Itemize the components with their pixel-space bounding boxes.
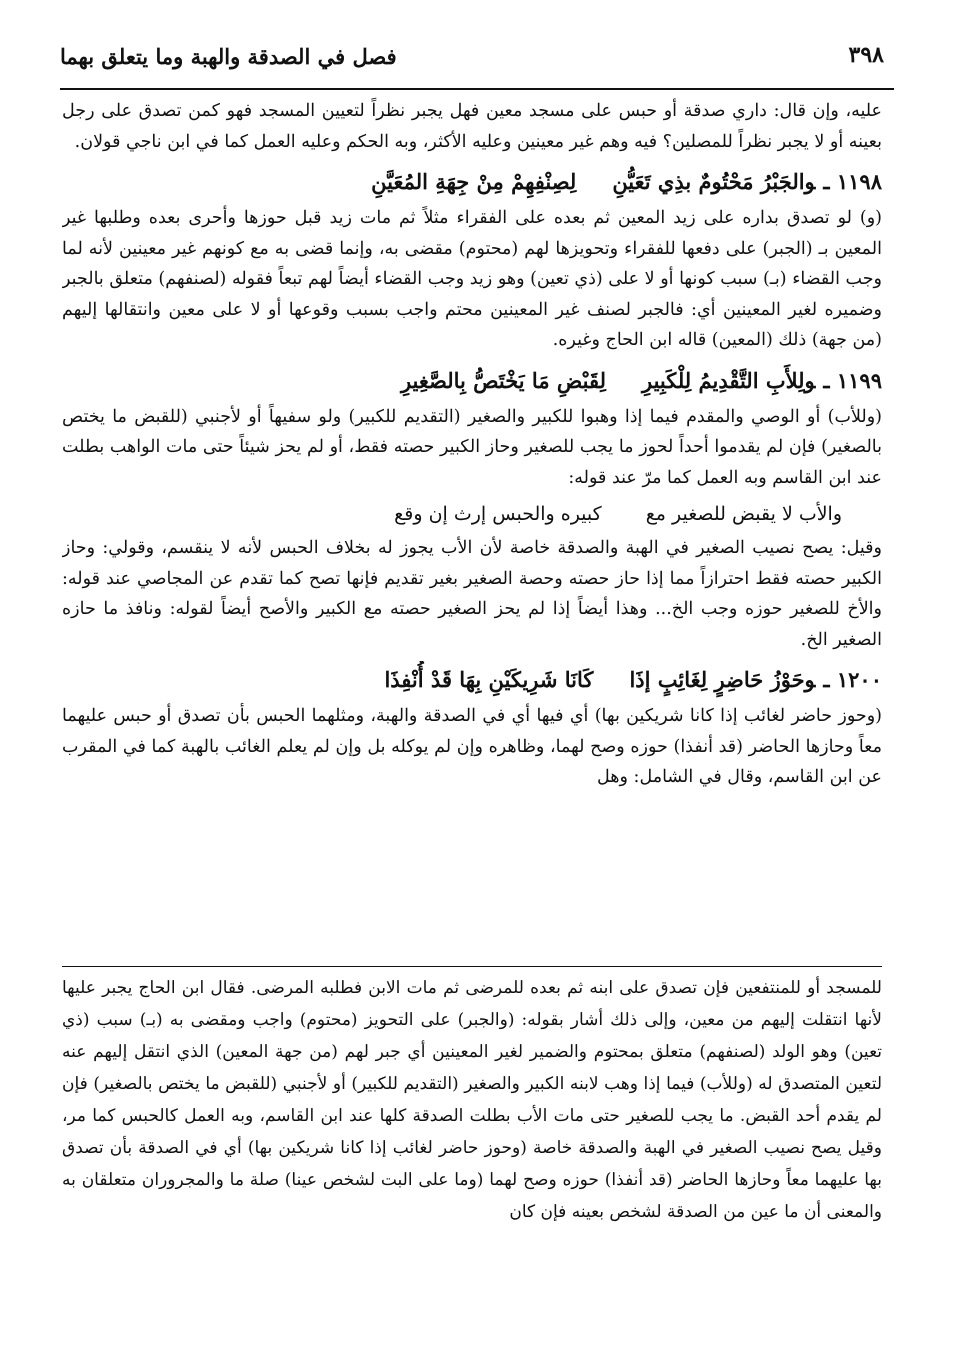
running-title: فصل في الصدقة والهبة وما يتعلق بهما [60, 44, 397, 69]
verse-second-hemistich: لِصِنْفِهِمْ مِنْ جِهَةِ المُعَيَّنِ [371, 169, 577, 194]
header-rule [60, 88, 894, 90]
page-number: ٣٩٨ [848, 42, 884, 68]
footnote-rule [62, 966, 882, 967]
paragraph: (وللأب) أو الوصي والمقدم فيما إذا وهبوا للكبير والصغير (التقديم للكبير) ولو سفيهاً أو لأجنبي (للقبض ما يختص بالصغير) فإن لم يقدموا أحداً لحوز ما يجب للصغير وحاز الكبير حصته فقط، أو لم يحز شيئاً حتى مات الواهب بطلت عند ابن القاسم وبه العمل كما مرّ عند قوله: [62, 406, 882, 488]
verse-1200 [62, 661, 882, 699]
verse-first-hemistich: والجَبْرُ مَحْتُومٌ بذِي تَعَيُّنِ [612, 169, 816, 194]
footnote [62, 972, 882, 1332]
verse-second-hemistich: لِقَبْضِ مَا يَخْتَصُّ بِالصَّغِيرِ [400, 367, 606, 393]
quote-first-hemistich: والأب لا يقبض للصغير مع [645, 503, 842, 525]
verse-second-hemistich: كَانَا شَرِيكَيْنِ بِهَا قَدْ أُنْفِذَا [384, 667, 594, 692]
paragraph: وقيل: يصح نصيب الصغير في الهبة والصدقة خاصة لأن الأب يجوز له بخلاف الحبس لأنه لا ينقسم، وقولي: وحاز الكبير حصته فقط احترازاً مما إذا حاز حصته وحصة الصغير بغير تقديم فإنها تصح كما تقدم عن المجاصي عند قوله: والأخ للصغير حوزه وجب الخ... وهذا أيضاً إذا لم يحز الصغير حصته مع الكبير والأصح أيضاً لقوله: ونافذ ما حازه الصغير الخ. [62, 538, 882, 650]
paragraph: عليه، وإن قال: داري صدقة أو حبس على مسجد معين فهل يجبر نظراً لتعيين المسجد فهو كمن تصدق على رجل بعينه أو لا يجبر نظراً للمصلين؟ فيه وهم غير معينين وعليه الأكثر، وبه الحكم وعليه العمل كما في ابن ناجي قولان. [62, 101, 882, 152]
verse-number: ١١٩٩ ـ [823, 367, 882, 393]
paragraph: (وحوز حاضر لغائب إذا كانا شريكين بها) أي فيها أي في الصدقة والهبة، ومثلهما الحبس بأن تصدق أو حبس عليهما معاً وحازها الحاضر (قد أنفذا) حوزه وصح لهما، وظاهره وإن لم يوكله بل وإن لم يعلم الغائب بالهبة كما في المقرب عن ابن القاسم، وقال في الشامل: وهل [62, 706, 882, 787]
verse-first-hemistich: وحَوْزُ حَاضِرٍ لِغَائِبٍ إذَا [629, 667, 816, 692]
verse-1199 [62, 362, 882, 400]
quoted-verse [102, 497, 842, 531]
paragraph: (و) لو تصدق بداره على زيد المعين ثم بعده على الفقراء مثلاً ثم مات زيد قبل حوزها وأحرى بعده وطلبها غير المعين بـ (الجبر) على دفعها للفقراء وتحويزها لهم (محتوم) مقضى به، وإنما قضى به مع كونهم غير معينين لأنه لما وجب القضاء (بـ) سبب كونها أو لا على (ذي تعين) وهو زيد وجب القضاء أيضاً لهم تبعاً فقوله (لصنفهم) متعلق بالجبر وضميره لغير المعينين أي: فالجبر لصنف غير المعينين محتم واجب بسبب وقوعها أو لا على معين وانتقالها إليهم (من جهة) ذلك (المعين) قاله ابن الحاج وغيره. [62, 208, 882, 350]
main-text [62, 96, 882, 956]
verse-number: ١٢٠٠ ـ [823, 667, 882, 692]
verse-1198 [62, 163, 882, 201]
footnote-text: للمسجد أو للمنتفعين فإن تصدق على ابنه ثم بعده للمرضى ثم مات الابن فطلبه المرضى. فقال ابن الحاج يجبر عليها لأنها انتقلت إليهم من معين، وإلى ذلك أشار بقوله: (والجبر) على التحويز (محتوم) واجب ومقضى به (بـ) سبب (ذي تعين) وهو الولد (لصنفهم) متعلق بمحتوم والضمير لغير المعينين أي جبر لهم (من جهة المعين) الذي انتقل إليهم عنه لتعين المتصدق له (وللأب) فيما إذا وهب لابنه الكبير والصغير (التقديم للكبير) أو لأجنبي (للقبض ما يختص بالصغير) فإن لم يقدم أحد القبض. ما يجب للصغير حتى مات الأب بطلت الصدقة كلها عند ابن القاسم، وبه العمل كالحبس كما مر، وقيل يصح نصيب الصغير في الهبة والصدقة خاصة (وحوز حاضر لغائب إذا كانا شريكين بها) أي في الصدقة بأن تصدق بها عليهما معاً وحازها الحاضر (قد أنفذا) حوزه وصح لهما (وما على البت لشخص عينا) صلة ما والمجروران متعلقان به والمعنى أن ما عين من الصدقة لشخص بعينه فإن كان [62, 978, 882, 1222]
page-header [60, 36, 894, 90]
quote-second-hemistich: كبيره والحبس إرث إن وقع [394, 503, 602, 525]
verse-number: ١١٩٨ ـ [823, 169, 882, 194]
verse-first-hemistich: ولِلأَبِ التَّقْدِيمُ لِلْكَبِيرِ [641, 367, 816, 393]
